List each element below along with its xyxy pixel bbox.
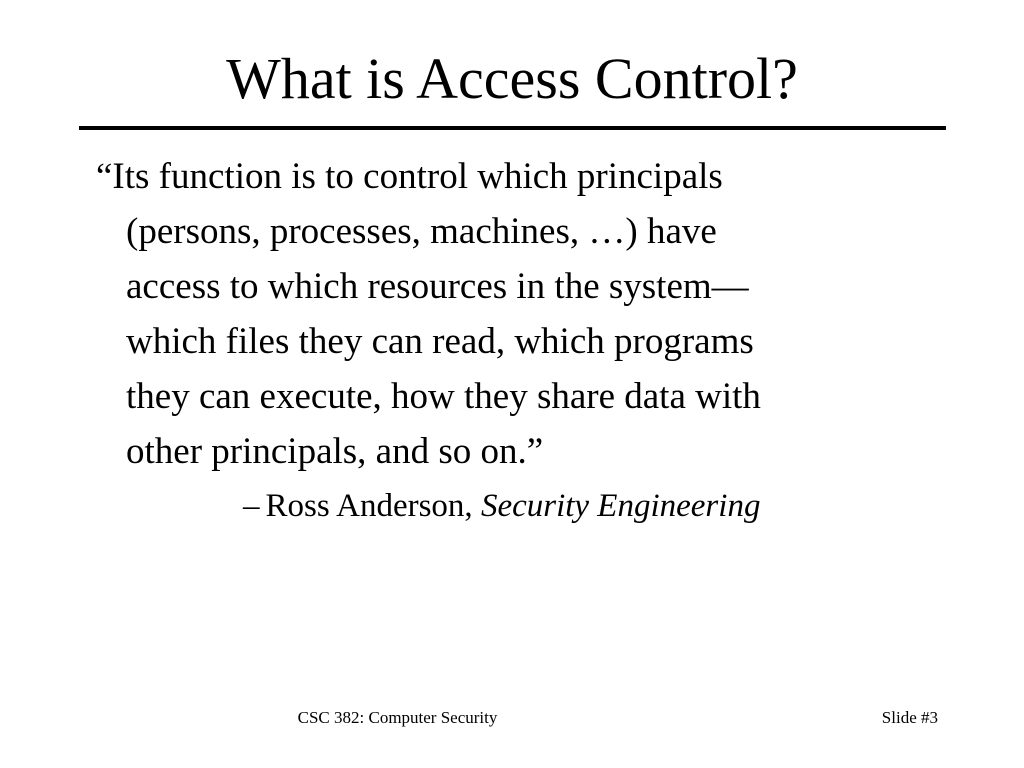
quote-attribution: [243, 484, 760, 528]
quote-line: “Its function is to control which principals: [96, 156, 723, 197]
attribution-author: Ross Anderson,: [265, 488, 481, 524]
attribution-dash: –: [243, 488, 260, 524]
attribution-book-title: Security Engineering: [480, 488, 761, 524]
footer-slide-number: Slide #3: [881, 708, 938, 727]
footer-course-name: CSC 382: Computer Security: [297, 708, 498, 727]
quote-line: access to which resources in the system—: [126, 266, 749, 307]
quote-line: other principals, and so on.”: [126, 431, 544, 472]
quote-line: (persons, processes, machines, …) have: [126, 211, 717, 252]
slide-title: What is Access Control?: [226, 46, 798, 111]
quote-block: [96, 149, 926, 479]
quote-line: they can execute, how they share data with: [126, 376, 761, 417]
quote-line: which files they can read, which programs: [126, 321, 754, 362]
title-divider: [79, 126, 946, 130]
